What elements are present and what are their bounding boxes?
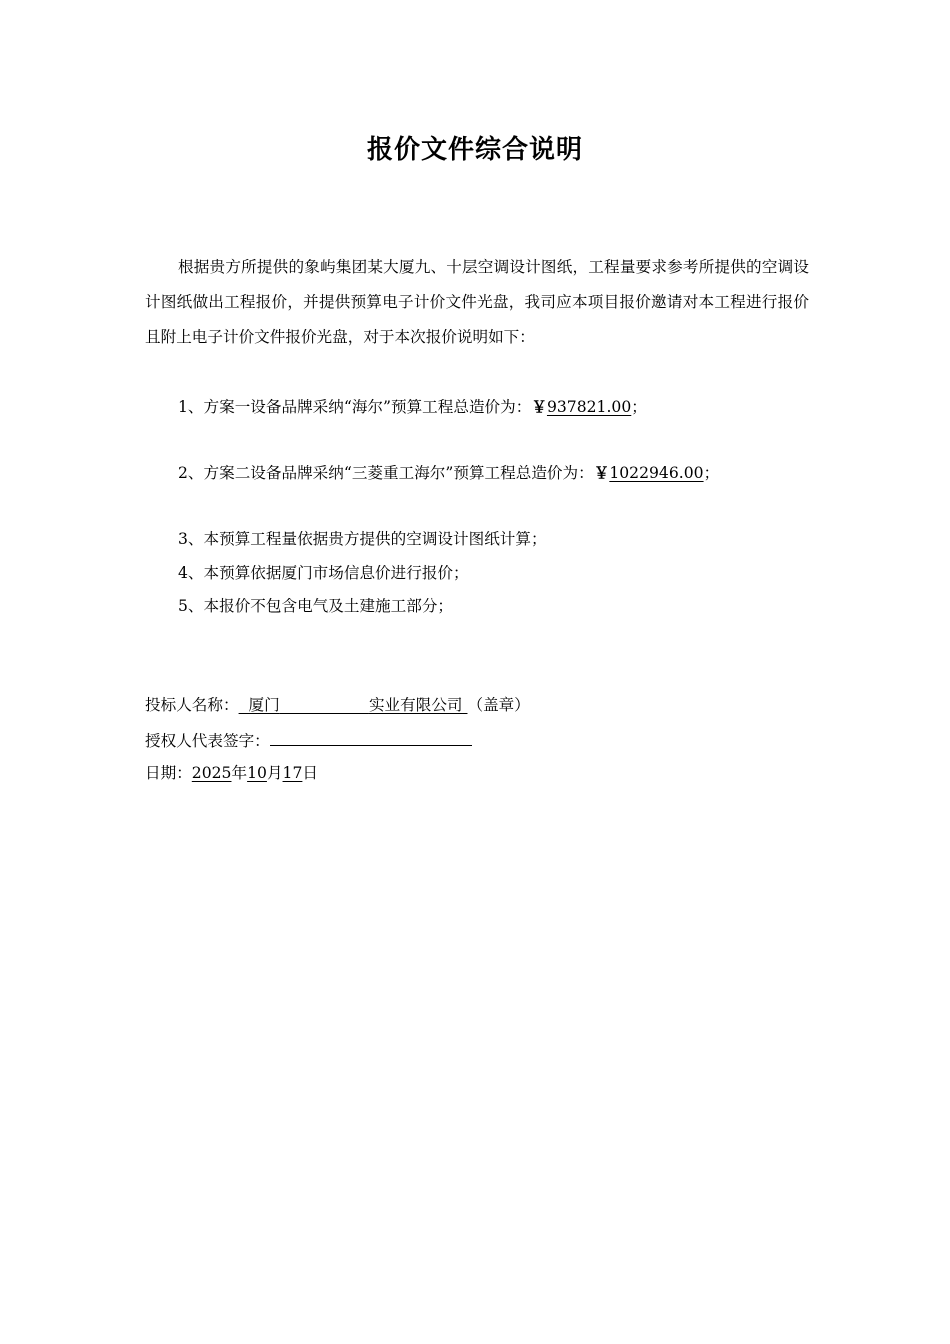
item-1 — [178, 396, 647, 418]
item-2-end: ； — [703, 464, 720, 482]
bidder-name-part1: 厦门 — [248, 696, 280, 714]
item-1-amount: 937821.00 — [546, 398, 632, 416]
item-4: 4、本预算依据厦门市场信息价进行报价； — [178, 564, 469, 582]
item-2 — [178, 462, 719, 484]
signature-blank[interactable] — [270, 729, 472, 746]
document-title: 报价文件综合说明 — [366, 135, 583, 165]
seal-note: （盖章） — [467, 696, 530, 714]
bidder-name — [239, 696, 468, 714]
currency-symbol: ￥ — [593, 463, 610, 482]
item-1-end: ； — [631, 398, 647, 416]
date-day: 17 — [282, 764, 303, 782]
date-day-unit: 日 — [302, 764, 318, 782]
intro-paragraph: 根据贵方所提供的象屿集团某大厦九、十层空调设计图纸，工程量要求参考所提供的空调设计图纸做出工程报价，并提供预算电子计价文件光盘，我司应本项目报价邀请对本工程进行报价且附上电子计价文件报价光盘，对于本次报价说明如下： — [145, 258, 809, 346]
item-3: 3、本预算工程量依据贵方提供的空调设计图纸计算； — [178, 530, 547, 548]
signature-line — [145, 729, 472, 752]
date-line — [145, 762, 318, 784]
item-2-amount: 1022946.00 — [609, 464, 704, 482]
bidder-line — [145, 694, 530, 716]
date-month-unit: 月 — [266, 764, 283, 782]
signature-label: 授权人代表签字： — [145, 732, 270, 750]
date-label: 日期： — [145, 764, 192, 782]
item-2-text: 2、方案二设备品牌采纳“三菱重工海尔”预算工程总造价为： — [178, 464, 594, 482]
bidder-name-part2: 实业有限公司 — [368, 696, 463, 714]
date-year-unit: 年 — [231, 764, 248, 782]
item-1-text: 1、方案一设备品牌采纳“海尔”预算工程总造价为： — [178, 398, 532, 416]
item-5: 5、本报价不包含电气及土建施工部分； — [178, 597, 454, 615]
date-month: 10 — [247, 764, 267, 782]
currency-symbol: ￥ — [531, 397, 547, 416]
date-year: 2025 — [191, 764, 232, 782]
bidder-label: 投标人名称： — [145, 696, 239, 714]
